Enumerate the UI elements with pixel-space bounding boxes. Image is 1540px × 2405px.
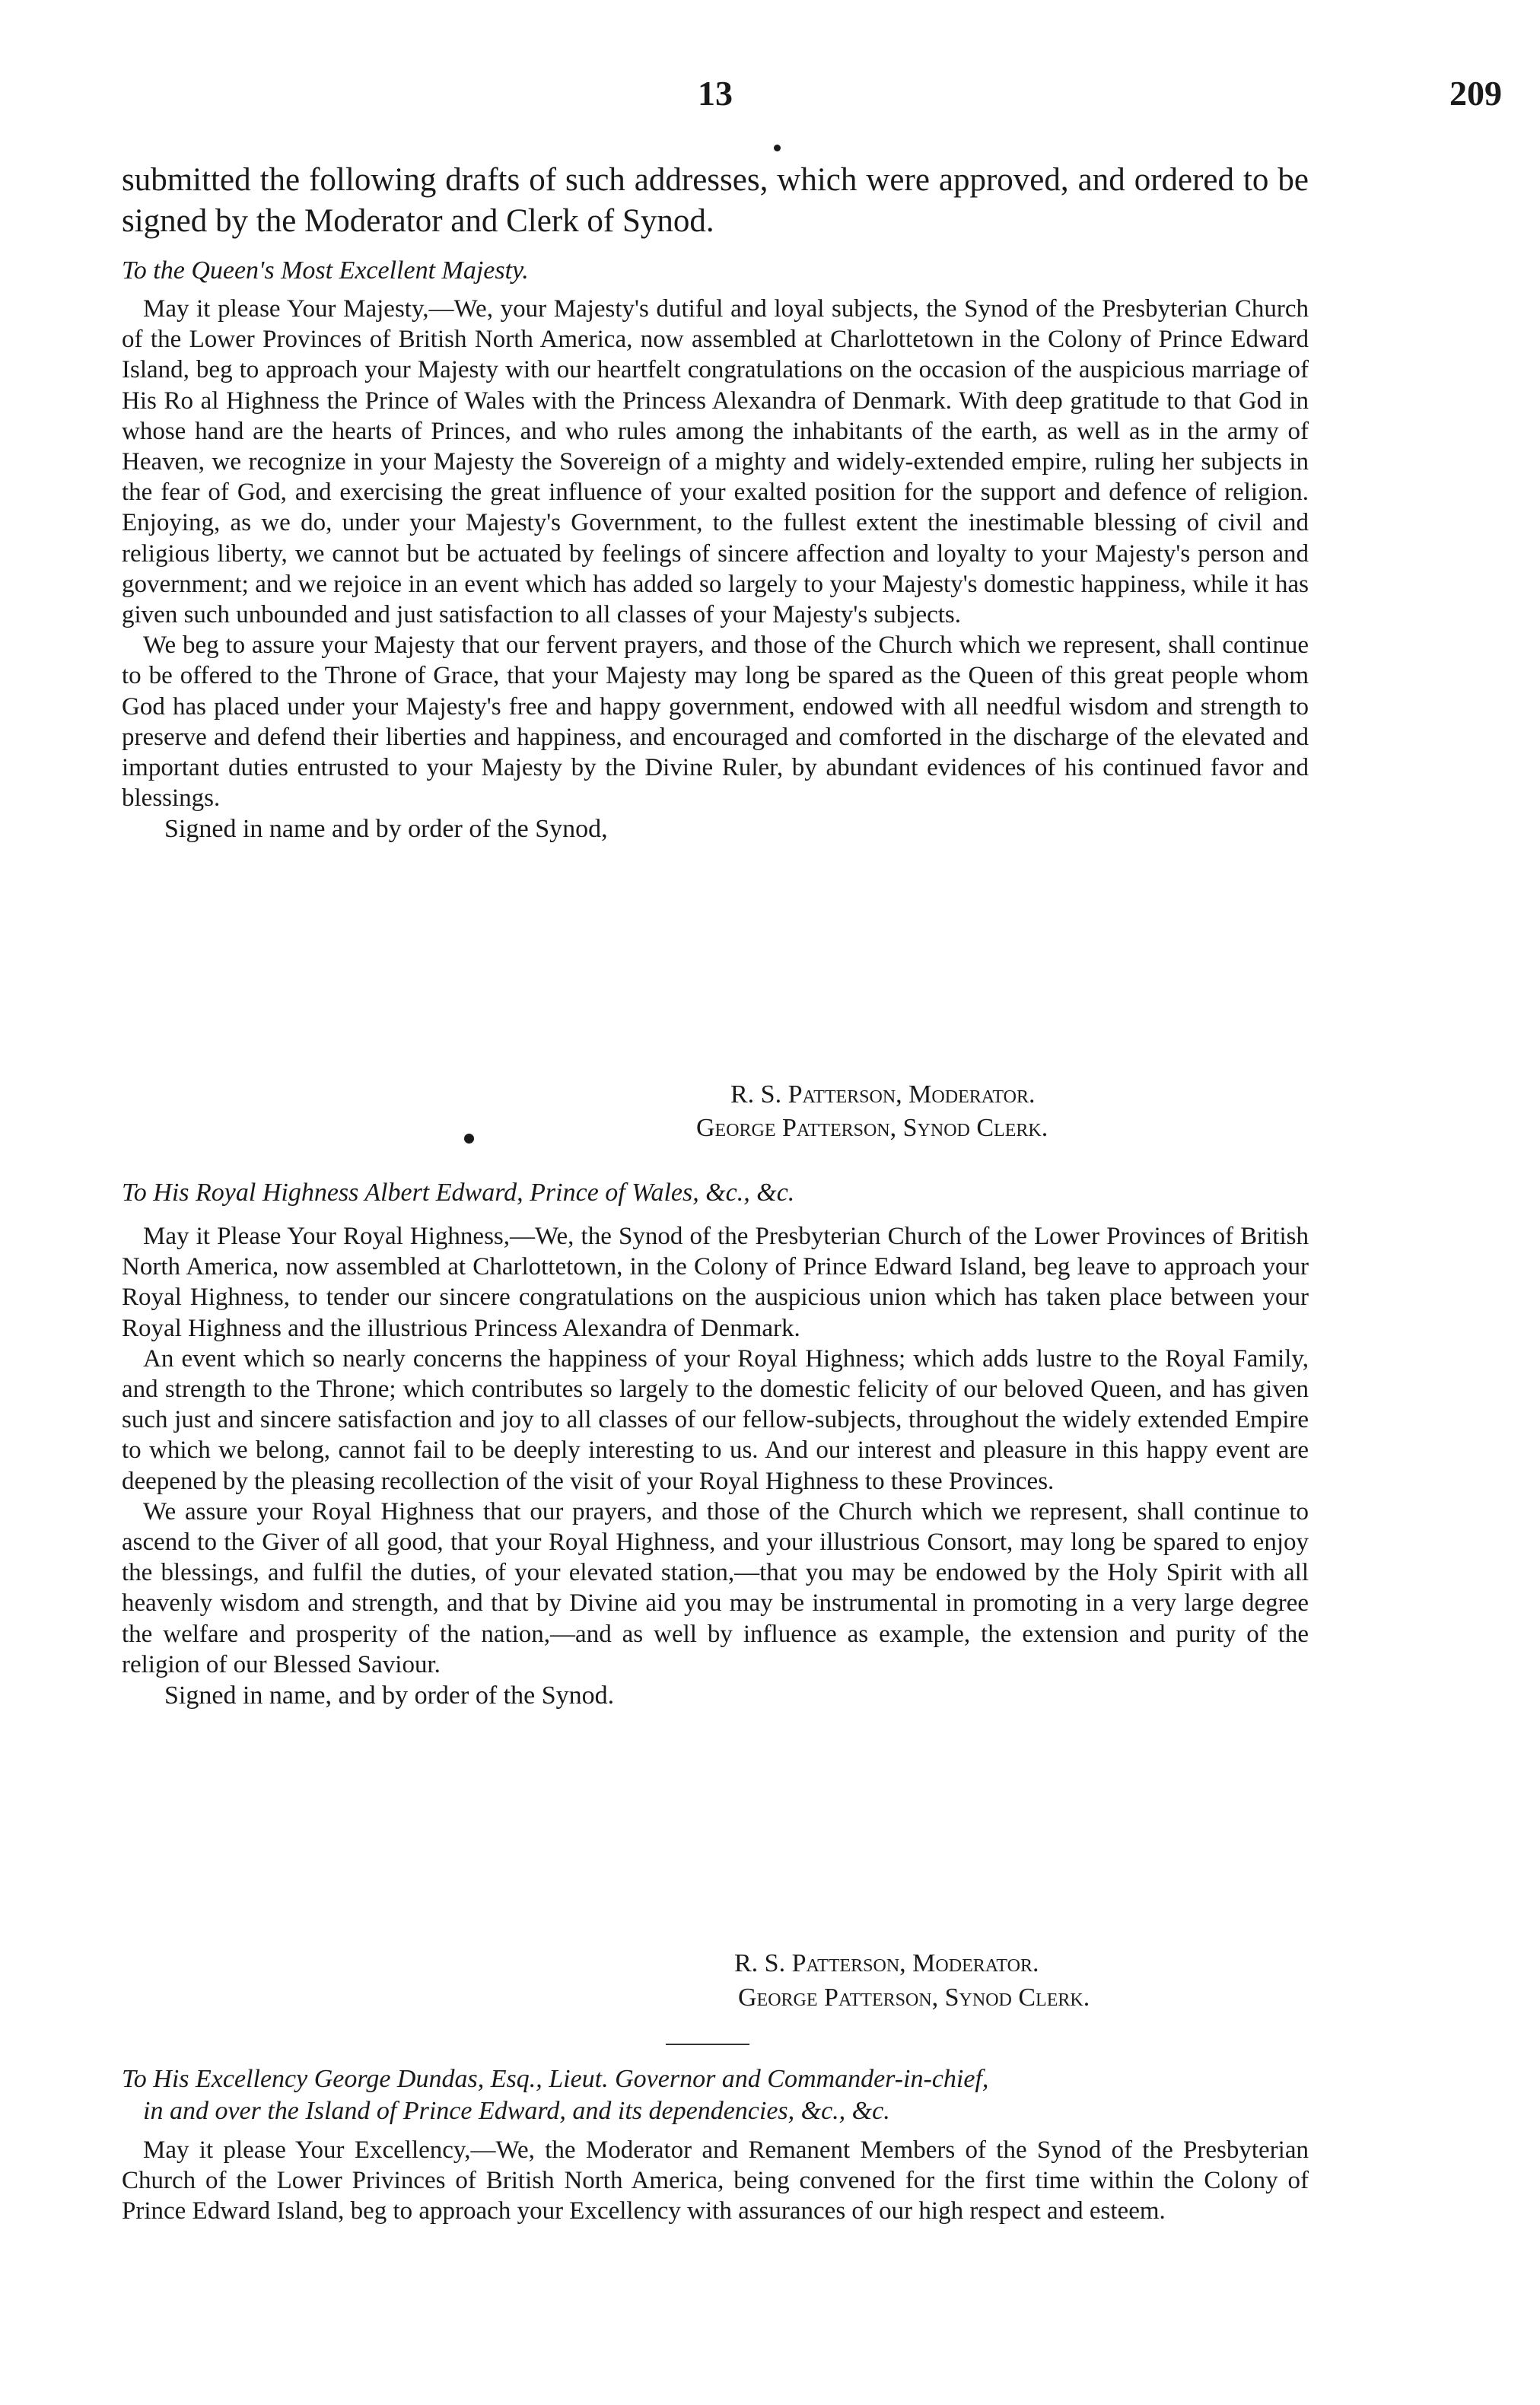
queen-address-heading: To the Queen's Most Excellent Majesty. — [122, 256, 529, 285]
governor-paragraph: May it please Your Excellency,—We, the Moderator and Remanent Members of the Synod of the Presbyterian Church of the Lower Privinces of British North America, being convened for the first time within the Colony of Prince Edward Island, beg to approach your Excellency with assurances of our high respect and esteem. — [122, 2136, 1309, 2225]
queen-clerk-signature: George Patterson, Synod Clerk. — [696, 1114, 1048, 1142]
prince-paragraph: An event which so nearly concerns the happiness of your Royal Highness; which adds lustre to the Royal Family, and strength to the Throne; which contributes so largely to the domestic felicity of our beloved Queen, and has given such just and sincere satisfaction and joy to all classes of our fellow-subjects, throughout the widely extended Empire to which we belong, cannot fail to be deeply interesting to us. And our interest and pleasure in this happy event are deepened by the pleasing recollection of the visit of your Royal Highness to these Provinces. — [122, 1344, 1309, 1495]
prince-address-body — [122, 1221, 1309, 1712]
prince-address-heading: To His Royal Highness Albert Edward, Prince of Wales, &c., &c. — [122, 1179, 795, 1207]
prince-signed-line: Signed in name, and by order of the Synod. — [164, 1681, 615, 1710]
queen-paragraph: We beg to assure your Majesty that our fervent prayers, and those of the Church which we represent, shall continue to be offered to the Throne of Grace, that your Majesty may long be spared as the Queen of this great people whom God has placed under your Majesty's free and happy government, endowed with all needful wisdom and strength to preserve and defend their liberties and happiness, and encouraged and comforted in the discharge of the elevated and important duties entrusted to your Majesty by the Divine Ruler, by abundant evidences of his continued favor and blessings. — [122, 631, 1309, 813]
governor-address-body — [122, 2135, 1309, 2227]
section-divider — [666, 2044, 749, 2045]
prince-paragraph: We assure your Royal Highness that our prayers, and those of the Church which we represent, shall continue to ascend to the Giver of all good, that your Royal Highness, and your illustrious Consort, may long be spared to enjoy the blessings, and fulfil the duties, of your elevated station,—that you may be endowed by the Holy Spirit with all heavenly wisdom and strength, and that by Divine aid you may be instrumental in promoting in a very large degree the welfare and prosperity of the nation,—and as well by influence as example, the extension and purity of the religion of our Blessed Saviour. — [122, 1497, 1309, 1678]
ink-dot — [774, 145, 781, 151]
page-number-center: 13 — [698, 74, 733, 113]
queen-paragraph: May it please Your Majesty,—We, your Majesty's dutiful and loyal subjects, the Synod of the Presbyterian Church of the Lower Provinces of British North America, now assembled at Charlottetown in the Colony of Prince Edward Island, beg to approach your Majesty with our heartfelt congratulations on the occasion of the auspicious marriage of His Ro al Highness the Prince of Wales with the Princess Alexandra of Denmark. With deep gratitude to that God in whose hand are the hearts of Princes, and who rules among the inhabitants of the earth, as well as in the army of Heaven, we recognize in your Majesty the Sovereign of a mighty and widely-extended empire, ruling her subjects in the fear of God, and exercising the great influence of your exalted position for the support and defence of religion. Enjoying, as we do, under your Majesty's Government, to the fullest extent the inestimable blessing of civil and religious liberty, we cannot but be actuated by feelings of sincere affection and loyalty to your Majesty's person and government; and we rejoice in an event which has added so largely to your Majesty's domestic happiness, while it has given such unbounded and just satisfaction to all classes of your Majesty's subjects. — [122, 295, 1309, 629]
queen-address-body — [122, 294, 1309, 845]
intro-paragraph: submitted the following drafts of such addresses, which were approved, and ordered to be signed by the Moderator and Clerk of Synod. — [122, 162, 1309, 239]
governor-address-heading — [122, 2063, 1339, 2127]
queen-signed-line: Signed in name and by order of the Synod, — [164, 815, 608, 844]
ink-dot — [464, 1134, 474, 1144]
governor-heading-line: in and over the Island of Prince Edward, and its dependencies, &c., &c. — [143, 2097, 890, 2125]
prince-clerk-signature: George Patterson, Synod Clerk. — [738, 1983, 1090, 2012]
prince-moderator-signature: R. S. Patterson, Moderator. — [734, 1949, 1039, 1977]
queen-moderator-signature: R. S. Patterson, Moderator. — [730, 1080, 1036, 1109]
governor-heading-line: To His Excellency George Dundas, Esq., Lieut. Governor and Commander-in-chief, — [122, 2065, 989, 2093]
page-number-right: 209 — [1449, 74, 1502, 113]
prince-paragraph: May it Please Your Royal Highness,—We, the Synod of the Presbyterian Church of the Lower Provinces of British North America, now assembled at Charlottetown, in the Colony of Prince Edward Island, beg leave to approach your Royal Highness, to tender our sincere congratulations on the auspicious union which has taken place between your Royal Highness and the illustrious Princess Alexandra of Denmark. — [122, 1223, 1309, 1342]
